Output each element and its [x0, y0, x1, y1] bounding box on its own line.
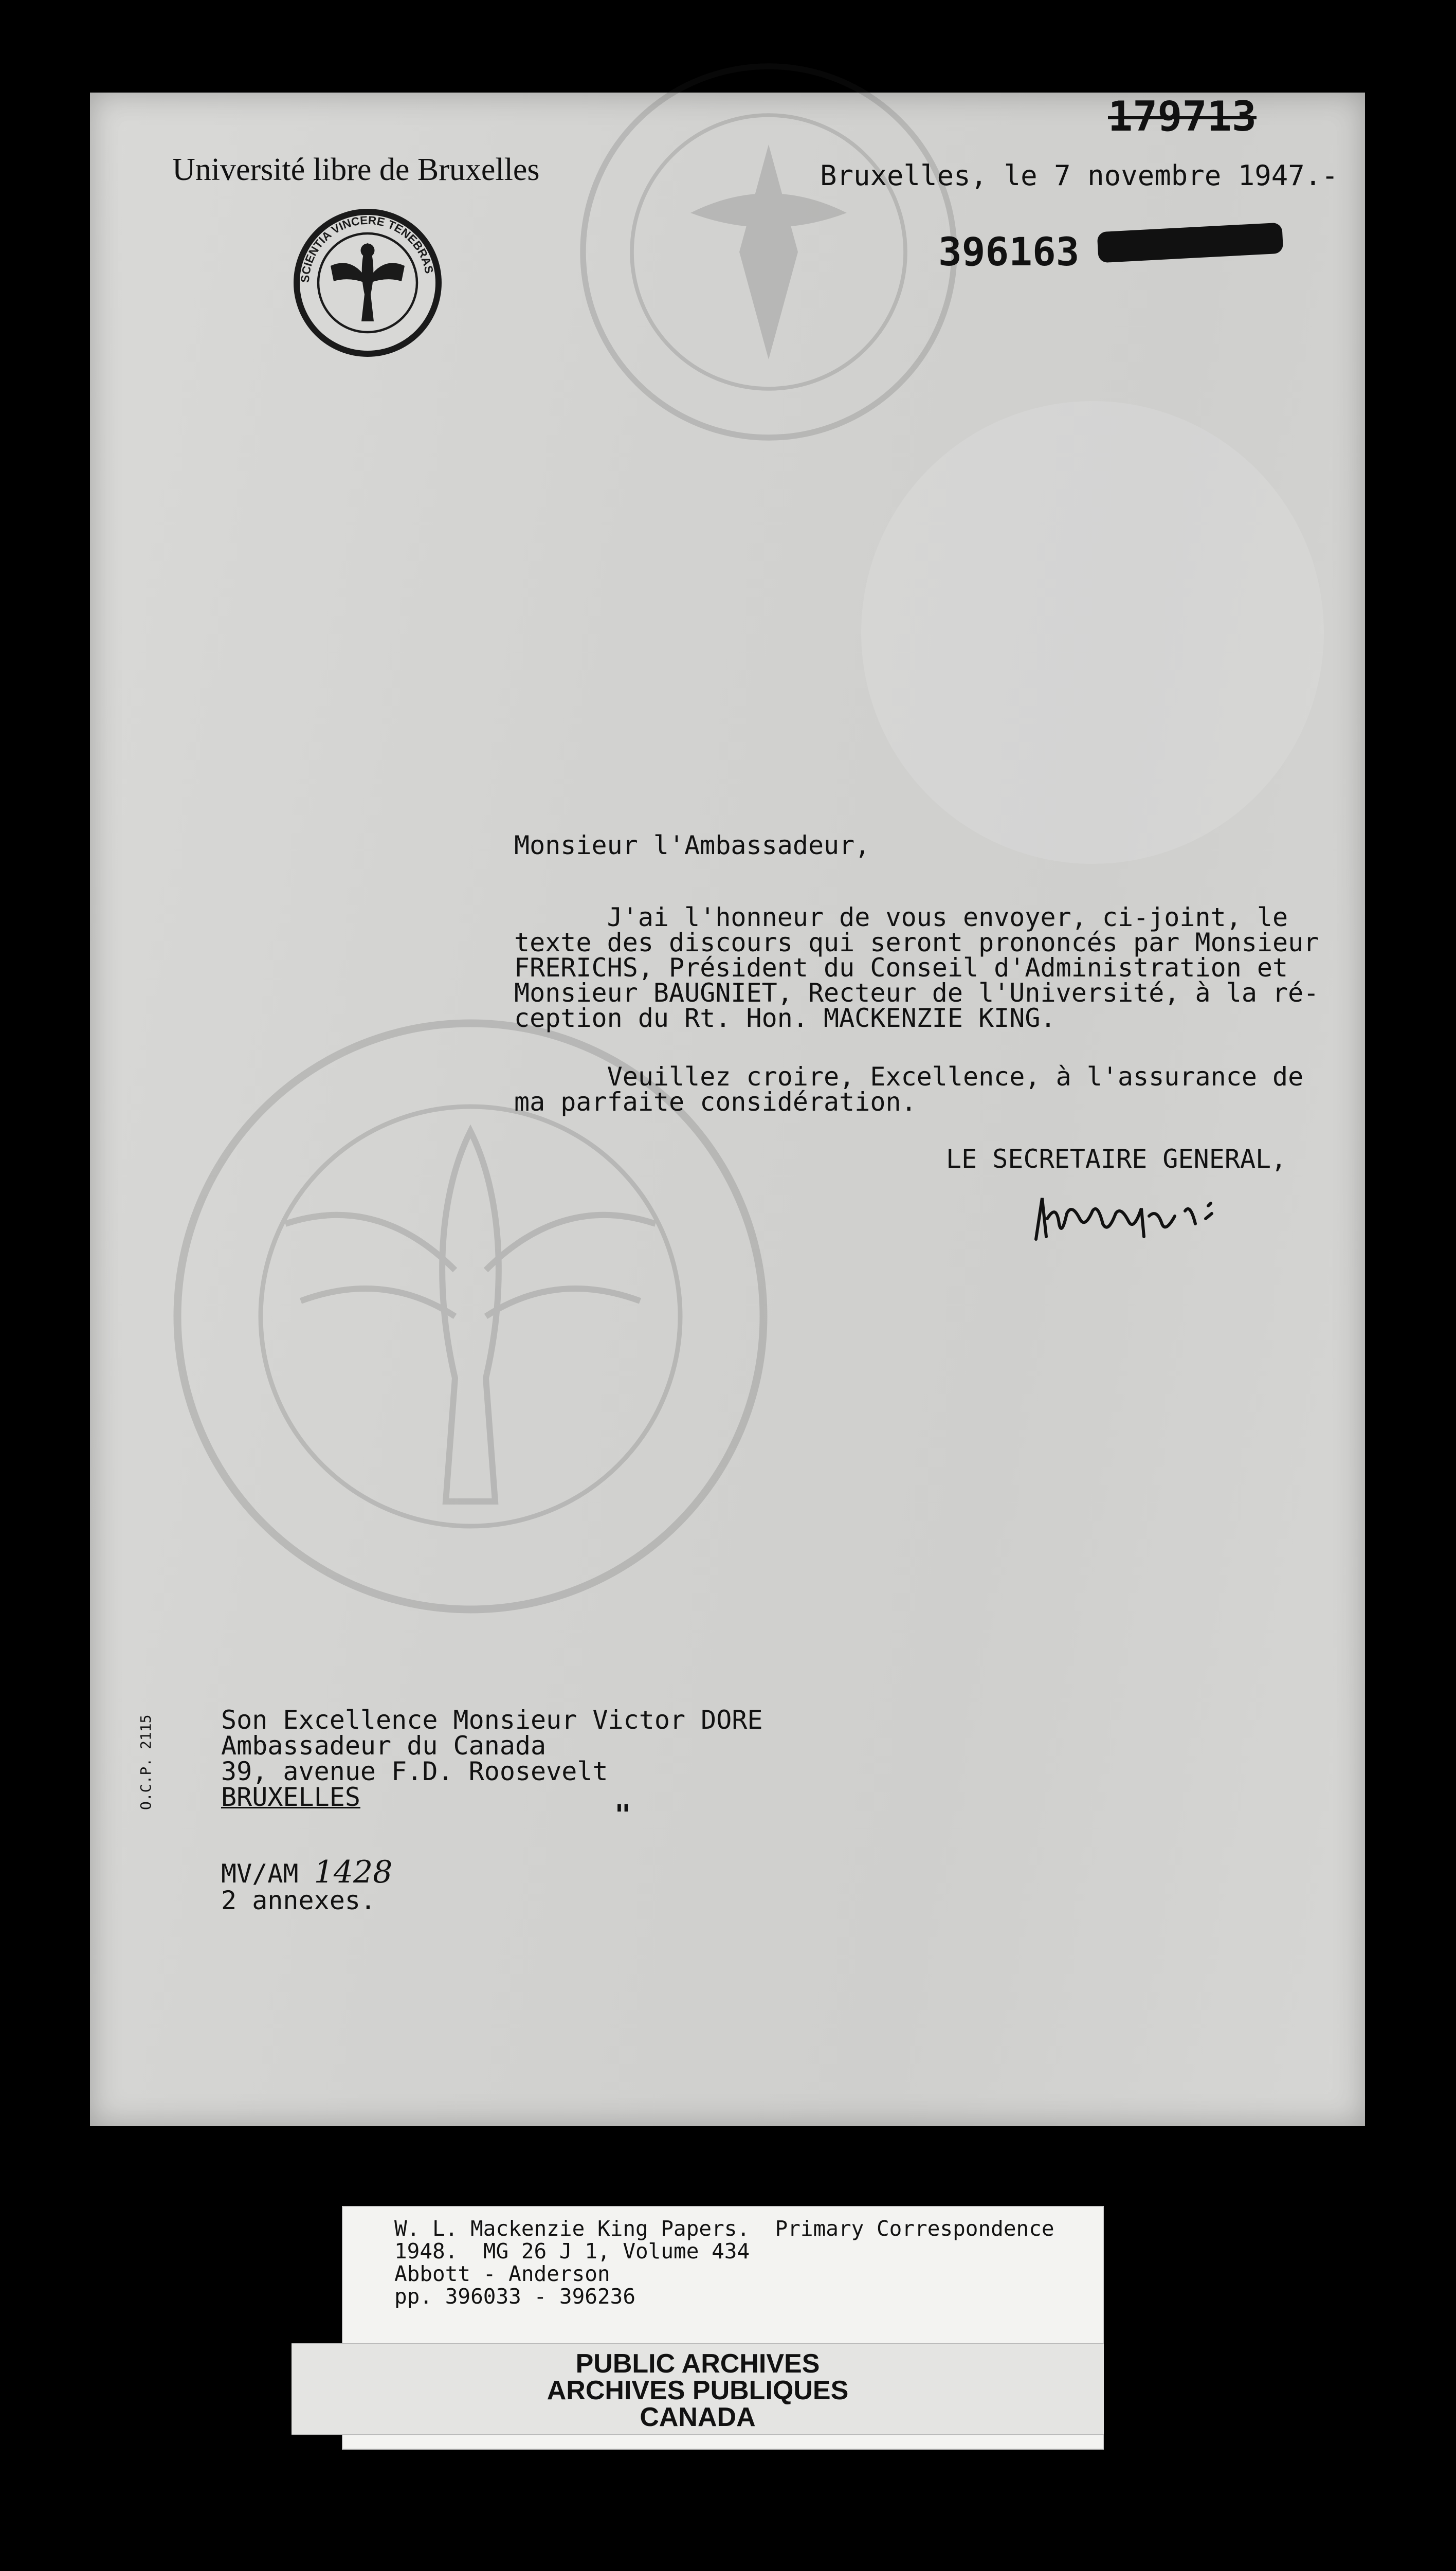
reference-initials: MV/AM [221, 1859, 299, 1889]
handwritten-ref-number: 1428 [314, 1854, 393, 1890]
address-line: Son Excellence Monsieur Victor DORE [221, 1705, 763, 1735]
archive-band-text [292, 2350, 1104, 2431]
university-seal-icon [290, 206, 445, 360]
citation-line: pp. 396033 - 396236 [394, 2284, 635, 2309]
redacted-number-scribble [1097, 223, 1284, 263]
citation-line: Abbott - Anderson [394, 2261, 610, 2286]
letter-sheet [90, 93, 1365, 2126]
citation-line: W. L. Mackenzie King Papers. Primary Correspondence [394, 2216, 1054, 2241]
body-line: ma parfaite considération. [514, 1087, 917, 1117]
recipient-address [221, 1707, 763, 1810]
body-paragraph-1 [514, 902, 1319, 1033]
reference-block [221, 1854, 393, 1915]
address-line: Ambassadeur du Canada [221, 1731, 547, 1761]
band-line: CANADA [640, 2402, 756, 2432]
band-line: PUBLIC ARCHIVES [575, 2349, 820, 2379]
body-line: FRERICHS, Président du Conseil d'Administration et [514, 953, 1288, 983]
enclosures: 2 annexes. [221, 1886, 376, 1915]
handwritten-signature [1031, 1188, 1226, 1250]
band-line: ARCHIVES PUBLIQUES [547, 2376, 849, 2405]
address-line: 39, avenue F.D. Roosevelt [221, 1757, 608, 1786]
body-line: Veuillez croire, Excellence, à l'assurance de [514, 1062, 1304, 1092]
closing-title: LE SECRETAIRE GENERAL, [946, 1144, 1287, 1174]
ocp-stamp: O.C.P. 2115 [137, 1714, 154, 1810]
ink-tick-mark: " [614, 1799, 631, 1831]
archive-citation [394, 2217, 1054, 2308]
body-line: ception du Rt. Hon. MACKENZIE KING. [514, 1003, 1056, 1033]
faint-seal-stamp-top [573, 57, 964, 447]
body-line: J'ai l'honneur de vous envoyer, ci-joint, le [514, 902, 1288, 932]
body-paragraph-2 [514, 1064, 1303, 1115]
struck-old-number: 179713 [1108, 93, 1257, 140]
institution-name: Université libre de Bruxelles [172, 152, 540, 187]
place-date: Bruxelles, le 7 novembre 1947.- [820, 159, 1338, 192]
body-line: texte des discours qui seront prononcés par Monsieur [514, 928, 1319, 957]
document-number-stamp: 396163 [938, 229, 1080, 275]
salutation: Monsieur l'Ambassadeur, [514, 830, 870, 860]
archive-band [292, 2343, 1104, 2435]
paper-stain [861, 401, 1324, 864]
archive-label [342, 2206, 1104, 2450]
body-line: Monsieur BAUGNIET, Recteur de l'Université, à la ré- [514, 978, 1319, 1008]
citation-line: 1948. MG 26 J 1, Volume 434 [394, 2239, 750, 2264]
address-line: BRUXELLES [221, 1782, 360, 1812]
seal-motto: SCIENTIA VINCERE TENEBRAS [298, 213, 436, 283]
